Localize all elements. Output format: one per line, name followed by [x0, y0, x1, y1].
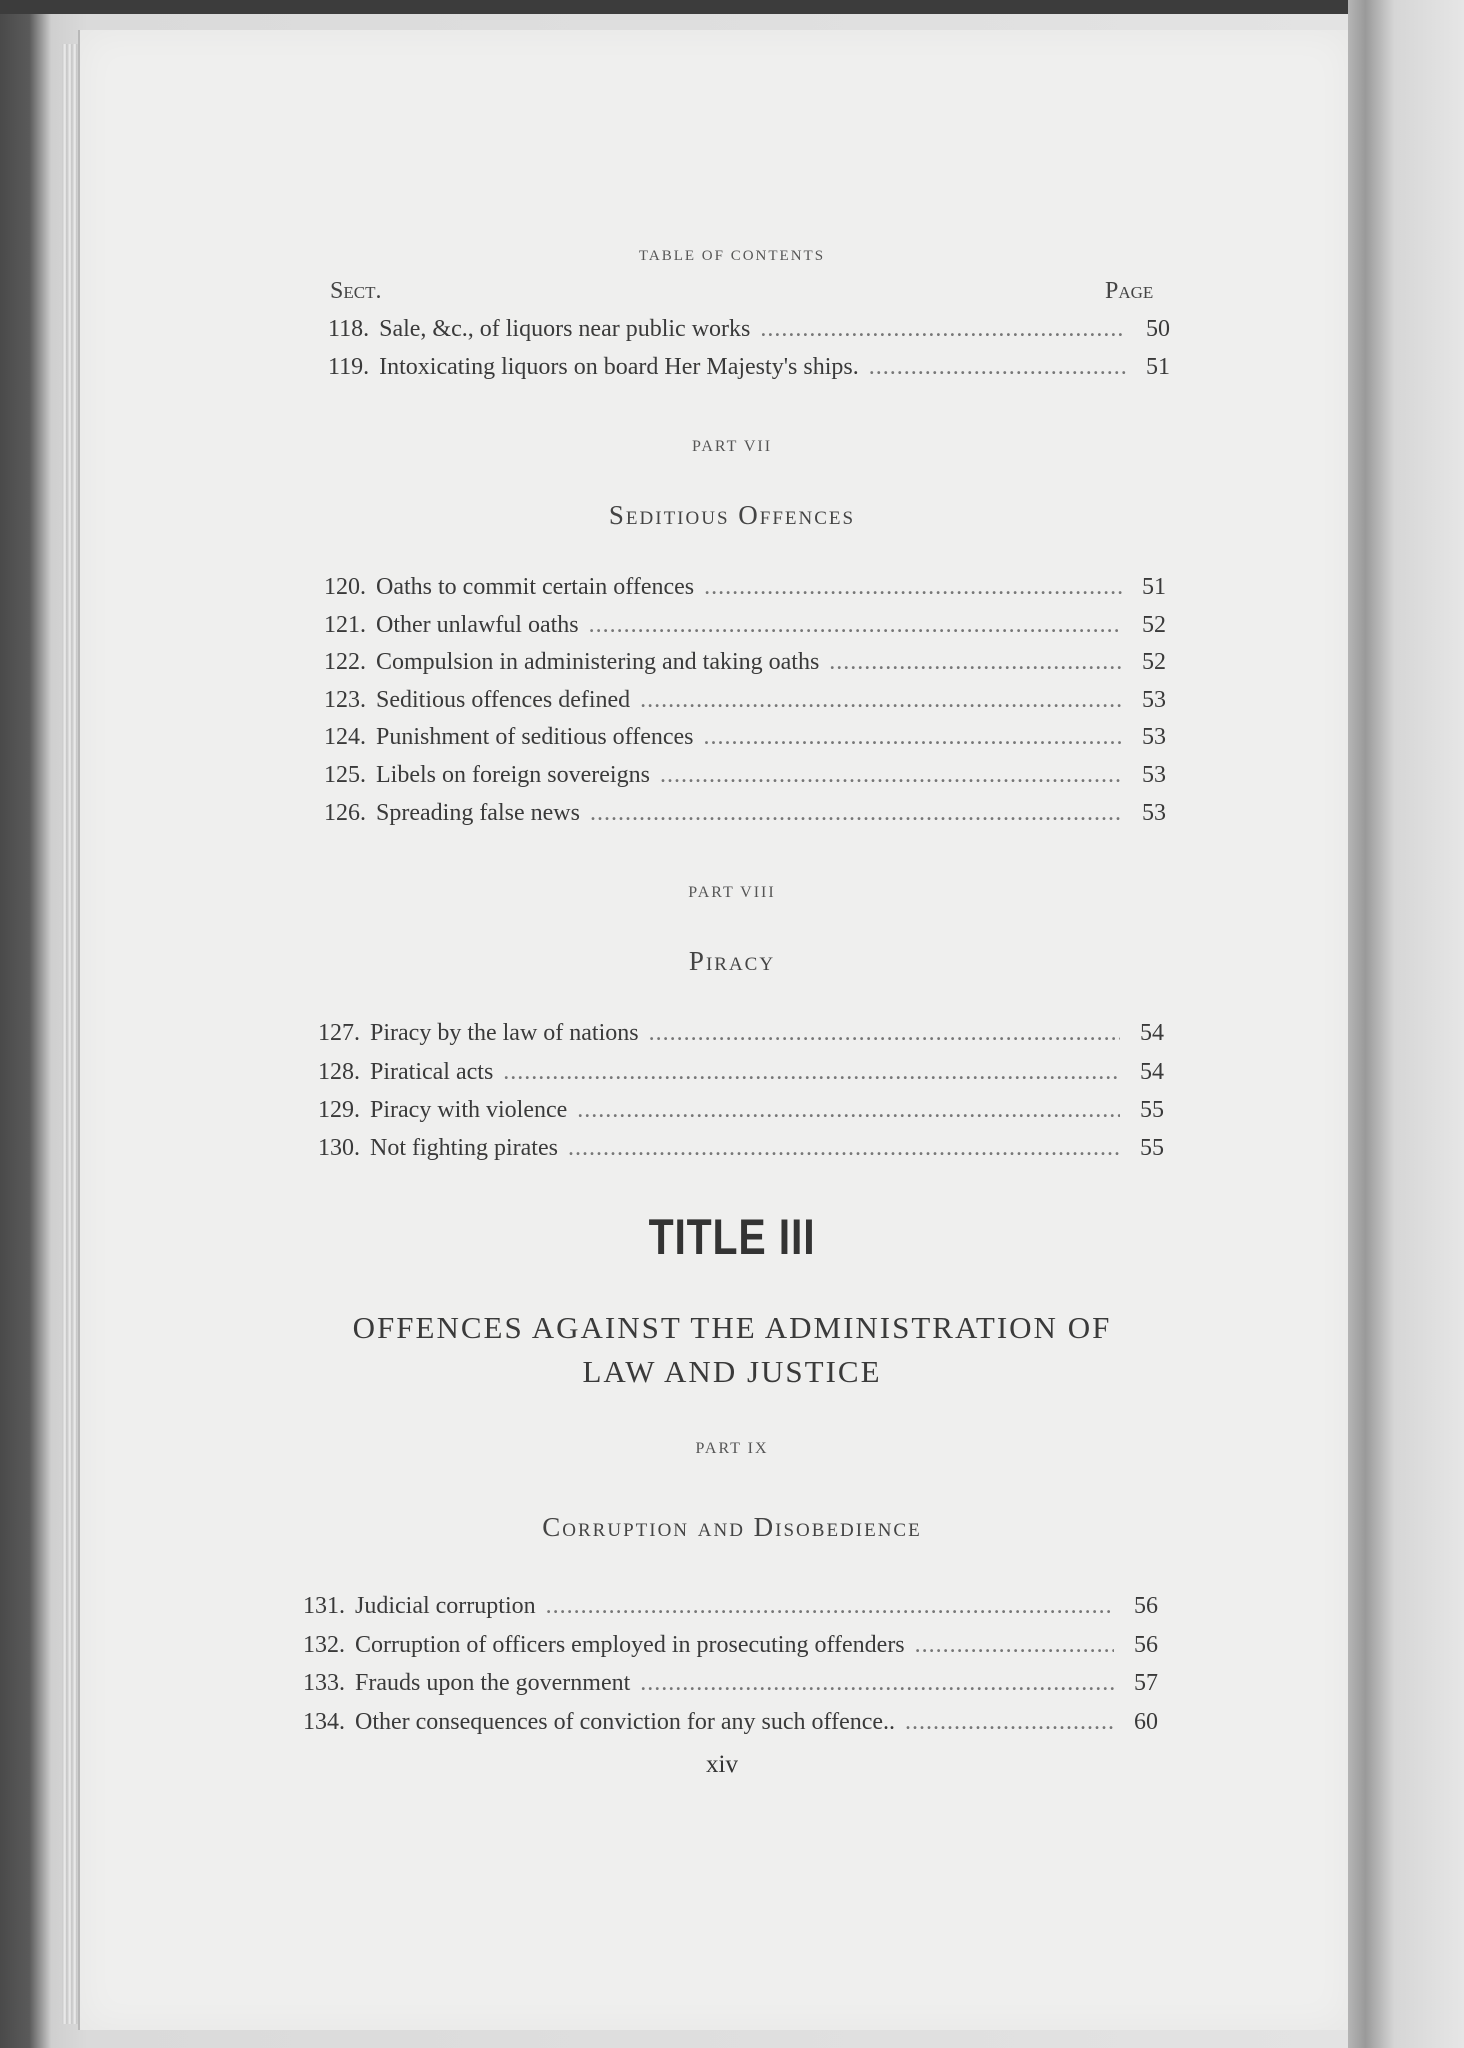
entry-title: Libels on foreign sovereigns [376, 762, 650, 788]
leader-dots [640, 685, 1122, 715]
title-heading: TITLE III [648, 1209, 816, 1265]
section-number: 134. [303, 1709, 345, 1735]
page-number: 52 [1142, 612, 1166, 638]
toc-entry [318, 1095, 1164, 1125]
page-number: 53 [1142, 724, 1166, 750]
leader-dots [649, 1018, 1120, 1048]
page-number: 56 [1134, 1593, 1158, 1619]
part-title: Corruption and Disobedience [542, 1512, 922, 1542]
entry-title: Oaths to commit certain offences [376, 574, 695, 600]
section-number: 128. [318, 1059, 360, 1085]
entry-title: Corruption of officers employed in prosecuting offenders [355, 1632, 905, 1658]
section-number: 123. [324, 687, 366, 713]
entry-title: Sale, &c., of liquors near public works [379, 316, 751, 342]
toc-entry [324, 760, 1166, 790]
toc-entry [303, 1591, 1158, 1621]
leader-dots [829, 647, 1122, 677]
part-title: Seditious Offences [608, 500, 856, 530]
toc-entry [324, 798, 1166, 828]
leader-dots [915, 1630, 1114, 1660]
page-number: 60 [1134, 1709, 1158, 1735]
page-number: 51 [1146, 354, 1170, 380]
entry-title: Punishment of seditious offences [376, 724, 694, 750]
toc-entry [324, 685, 1166, 715]
entry-title: Piracy by the law of nations [370, 1020, 639, 1046]
entry-title: Other consequences of conviction for any such offence.. [355, 1709, 896, 1735]
page-stack-edge [62, 44, 78, 2024]
page-number: 51 [1142, 574, 1166, 600]
part-label: PART IX [695, 1440, 769, 1457]
section-number: 129. [318, 1097, 360, 1123]
page-number: 55 [1140, 1097, 1164, 1123]
entry-title: Not fighting pirates [370, 1135, 558, 1161]
toc-entry [318, 1018, 1164, 1048]
entry-title: Compulsion in administering and taking oaths [376, 649, 820, 675]
leader-dots [704, 722, 1122, 752]
leader-dots [590, 798, 1122, 828]
section-number: 118. [328, 316, 370, 342]
column-head-page: Page [1105, 278, 1154, 304]
section-number: 132. [303, 1632, 345, 1658]
leader-dots [589, 610, 1122, 640]
section-number: 127. [318, 1020, 360, 1046]
leader-dots [660, 760, 1122, 790]
page-number: 52 [1142, 649, 1166, 675]
leader-dots [640, 1668, 1114, 1698]
section-number: 125. [324, 762, 366, 788]
section-number: 120. [324, 574, 366, 600]
gutter-shadow [1348, 0, 1464, 2048]
leader-dots [704, 572, 1122, 602]
part-label: PART VIII [688, 884, 776, 901]
page-number: 55 [1140, 1135, 1164, 1161]
page-number: 53 [1142, 762, 1166, 788]
toc-entry [318, 1057, 1164, 1087]
toc-entry [328, 352, 1170, 382]
toc-entry [324, 572, 1166, 602]
toc-entry [303, 1668, 1158, 1698]
title-subheading-line2: LAW AND JUSTICE [582, 1354, 882, 1389]
leader-dots [503, 1057, 1120, 1087]
toc-entry [318, 1133, 1164, 1163]
page-number: 54 [1140, 1020, 1164, 1046]
section-number: 133. [303, 1670, 345, 1696]
leader-dots [568, 1133, 1120, 1163]
part-title: Piracy [688, 946, 776, 976]
scan-top-strip [0, 0, 1464, 14]
entry-title: Seditious offences defined [376, 687, 631, 713]
page-folio: xiv [706, 1751, 738, 1778]
leader-dots [905, 1707, 1114, 1737]
entry-title: Piracy with violence [370, 1097, 568, 1123]
toc-entry [303, 1707, 1158, 1737]
toc-entry [328, 314, 1170, 344]
leader-dots [546, 1591, 1114, 1621]
entry-title: Judicial corruption [355, 1593, 536, 1619]
part-label: PART VII [691, 438, 773, 455]
page-number: 57 [1134, 1670, 1158, 1696]
section-number: 126. [324, 800, 366, 826]
toc-entry [324, 647, 1166, 677]
section-number: 119. [328, 354, 370, 380]
section-number: 121. [324, 612, 366, 638]
page-number: 50 [1146, 316, 1170, 342]
leader-dots [760, 314, 1126, 344]
entry-title: Frauds upon the government [355, 1670, 631, 1696]
entry-title: Piratical acts [370, 1059, 494, 1085]
entry-title: Intoxicating liquors on board Her Majesty's ships. [379, 354, 859, 380]
toc-entry [303, 1630, 1158, 1660]
entry-title: Other unlawful oaths [376, 612, 579, 638]
toc-entry [324, 722, 1166, 752]
section-number: 124. [324, 724, 366, 750]
title-heading-wrap [0, 1208, 1464, 1266]
page-number: 56 [1134, 1632, 1158, 1658]
toc-entry [324, 610, 1166, 640]
page-number: 53 [1142, 687, 1166, 713]
column-head-sect: Sect. [330, 278, 382, 304]
title-subheading-line1: OFFENCES AGAINST THE ADMINISTRATION OF [352, 1310, 1112, 1345]
section-number: 130. [318, 1135, 360, 1161]
leader-dots [577, 1095, 1120, 1125]
leader-dots [869, 352, 1126, 382]
running-head: TABLE OF CONTENTS [638, 248, 826, 264]
section-number: 122. [324, 649, 366, 675]
entry-title: Spreading false news [376, 800, 580, 826]
section-number: 131. [303, 1593, 345, 1619]
page-number: 53 [1142, 800, 1166, 826]
page-number: 54 [1140, 1059, 1164, 1085]
